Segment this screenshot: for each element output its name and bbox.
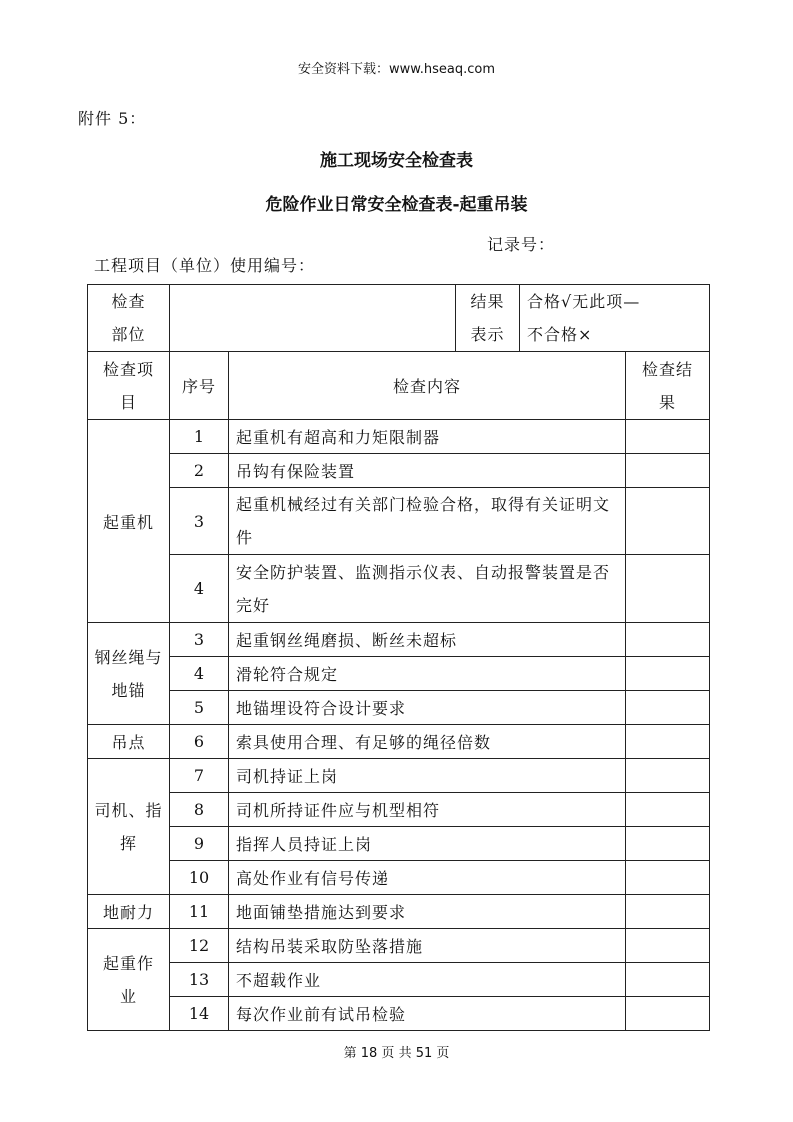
row-number: 8 [170,793,229,827]
row-number: 3 [170,623,229,657]
group-lifting-point: 吊点 [88,725,170,759]
row-result-cell[interactable] [626,793,710,827]
location-label-line1: 检查 [111,292,146,311]
row-result-cell[interactable] [626,454,710,488]
row-content: 地锚埋设符合设计要求 [229,691,626,725]
row-number: 11 [170,895,229,929]
col-header-no: 序号 [170,352,229,420]
record-number-label: 记录号： [487,235,556,254]
row-number: 3 [170,488,229,555]
row-content: 吊钩有保险装置 [229,454,626,488]
row-content: 司机持证上岗 [229,759,626,793]
row-content: 不超载作业 [229,963,626,997]
group-crane: 起重机 [88,420,170,623]
row-content: 起重机有超高和力矩限制器 [229,420,626,454]
result-label-line1: 结果 [470,292,505,311]
row-content: 索具使用合理、有足够的绳径倍数 [229,725,626,759]
document-title: 施工现场安全检查表 [320,151,473,171]
row-number: 1 [170,420,229,454]
col-header-result-line2: 果 [659,392,677,412]
row-number: 2 [170,454,229,488]
group-ground-bearing: 地耐力 [88,895,170,929]
group-name-line2: 地锚 [111,680,146,700]
result-legend-line1: 合格√无此项— [527,292,641,311]
col-header-item-line1: 检查项 [102,359,154,379]
row-content: 每次作业前有试吊检验 [229,997,626,1031]
row-content: 高处作业有信号传递 [229,861,626,895]
group-name-line1: 司机、指 [94,800,163,820]
group-name-line1: 钢丝绳与 [94,647,163,667]
row-result-cell[interactable] [626,488,710,555]
row-content: 司机所持证件应与机型相符 [229,793,626,827]
row-content: 滑轮符合规定 [229,657,626,691]
row-result-cell[interactable] [626,725,710,759]
col-header-result [626,352,710,420]
row-result-cell[interactable] [626,895,710,929]
page-footer: 第 18 页 共 51 页 [343,1046,450,1061]
result-legend-cell [520,285,710,352]
row-result-cell[interactable] [626,997,710,1031]
col-header-item [88,352,170,420]
row-result-cell[interactable] [626,657,710,691]
row-number: 12 [170,929,229,963]
location-input[interactable] [170,285,456,352]
page-header: 安全资料下载：www.hseaq.com [298,62,495,77]
attachment-label: 附件 5： [78,109,147,128]
location-label-line2: 部位 [111,325,146,344]
group-wire-rope-anchor [88,623,170,725]
group-name-line2: 业 [119,986,137,1006]
row-result-cell[interactable] [626,963,710,997]
row-number: 5 [170,691,229,725]
group-lifting-operation [88,929,170,1031]
inspection-table [87,284,710,1031]
row-number: 6 [170,725,229,759]
col-header-result-line1: 检查结 [642,359,694,379]
row-result-cell[interactable] [626,420,710,454]
row-result-cell[interactable] [626,861,710,895]
row-number: 14 [170,997,229,1031]
col-header-content: 检查内容 [229,352,626,420]
row-number: 9 [170,827,229,861]
row-result-cell[interactable] [626,623,710,657]
row-content: 结构吊装采取防坠落措施 [229,929,626,963]
row-result-cell[interactable] [626,827,710,861]
project-label: 工程项目（单位）使用编号： [94,256,316,275]
row-result-cell[interactable] [626,691,710,725]
group-driver-signaler [88,759,170,895]
result-legend-line2: 不合格× [527,325,593,344]
row-number: 10 [170,861,229,895]
row-result-cell[interactable] [626,929,710,963]
document-subtitle: 危险作业日常安全检查表-起重吊装 [265,195,528,215]
row-content: 安全防护装置、监测指示仪表、自动报警装置是否完好 [229,555,626,623]
row-content: 起重机械经过有关部门检验合格，取得有关证明文件 [229,488,626,555]
row-number: 4 [170,657,229,691]
row-content: 起重钢丝绳磨损、断丝未超标 [229,623,626,657]
row-number: 13 [170,963,229,997]
row-result-cell[interactable] [626,555,710,623]
location-label-cell [88,285,170,352]
row-content: 地面铺垫措施达到要求 [229,895,626,929]
result-label-cell [456,285,520,352]
row-result-cell[interactable] [626,759,710,793]
row-number: 7 [170,759,229,793]
row-number: 4 [170,555,229,623]
group-name-line1: 起重作 [102,953,154,973]
group-name-line2: 挥 [119,833,137,853]
result-label-line2: 表示 [470,325,505,344]
row-content: 指挥人员持证上岗 [229,827,626,861]
col-header-item-line2: 目 [119,392,137,412]
